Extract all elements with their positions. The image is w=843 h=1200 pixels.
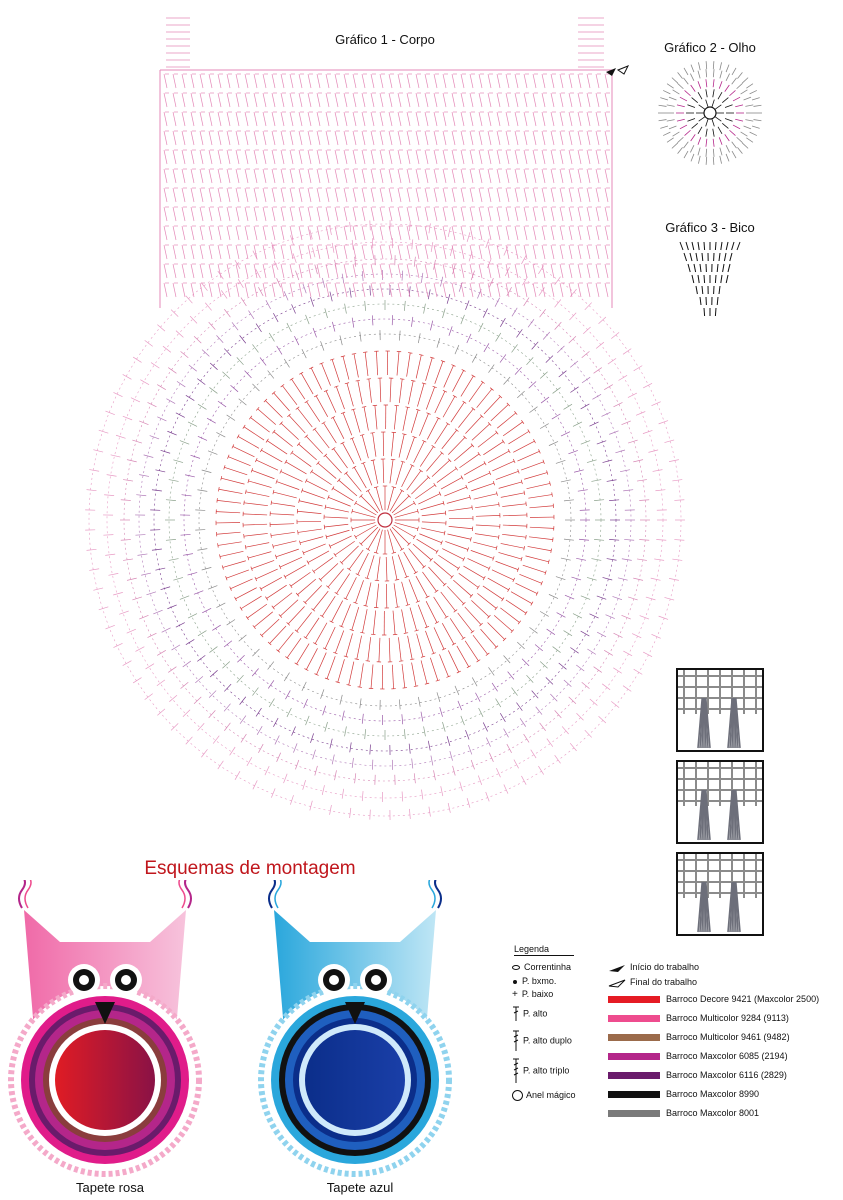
legend-stitch-single: + P. baixo (512, 989, 554, 1000)
yarn-color-swatch (608, 1053, 660, 1060)
double-crochet-icon (512, 1006, 520, 1022)
eye-chart-title: Gráfico 2 - Olho (664, 40, 756, 55)
blue-rug-caption: Tapete azul (326, 1180, 394, 1195)
single-crochet-icon: + (512, 989, 518, 1000)
magic-ring-icon (512, 1090, 523, 1101)
beak-chart-diagram (672, 236, 748, 322)
legend-yarn-6: Barroco Maxcolor 8990 (608, 1089, 759, 1099)
yarn-color-swatch (608, 1034, 660, 1041)
legend-yarn-4: Barroco Maxcolor 6085 (2194) (608, 1051, 788, 1061)
double-treble-icon (512, 1058, 520, 1084)
legend-yarn-3: Barroco Multicolor 9461 (9482) (608, 1032, 790, 1042)
eye-chart-diagram (652, 58, 768, 168)
yarn-color-swatch (608, 1015, 660, 1022)
yarn-color-swatch (608, 1110, 660, 1117)
start-marker-icon (606, 68, 616, 76)
legend-stitch-double-treble: P. alto triplo (512, 1058, 569, 1084)
body-chart-rings (85, 18, 685, 820)
start-arrow-icon (608, 963, 626, 973)
treble-crochet-icon (512, 1030, 520, 1052)
yarn-color-swatch (608, 1072, 660, 1079)
pink-owl-rug-illustration (0, 880, 480, 1180)
fringe-step-photo-2 (676, 760, 764, 844)
legend-yarn-7: Barroco Maxcolor 8001 (608, 1108, 759, 1118)
fringe-step-photo-1 (676, 668, 764, 752)
fringe-step-photo-3 (676, 852, 764, 936)
legend-yarn-2: Barroco Multicolor 9284 (9113) (608, 1013, 789, 1023)
assembly-title: Esquemas de montagem (144, 858, 356, 879)
legend-start-marker: Início do trabalho (608, 962, 699, 973)
end-marker-icon (618, 66, 628, 74)
legend-title: Legenda (514, 944, 574, 956)
pink-rug-caption: Tapete rosa (76, 1180, 144, 1195)
pink-owl (11, 880, 199, 1174)
legend-stitch-treble: P. alto duplo (512, 1030, 572, 1052)
yarn-color-swatch (608, 996, 660, 1003)
blue-owl (261, 880, 449, 1174)
yarn-color-swatch (608, 1091, 660, 1098)
legend-stitch-slip: P. bxmo. (512, 976, 556, 986)
beak-chart-title: Gráfico 3 - Bico (665, 220, 755, 235)
end-arrow-icon (608, 978, 626, 988)
legend-stitch-chain: Correntinha (512, 962, 571, 972)
chain-stitch-icon (512, 965, 520, 970)
legend-end-marker: Final do trabalho (608, 977, 697, 988)
legend-yarn-5: Barroco Maxcolor 6116 (2829) (608, 1070, 787, 1080)
legend-stitch-double: P. alto (512, 1006, 547, 1022)
legend-yarn-1: Barroco Decore 9421 (Maxcolor 2500) (608, 994, 819, 1004)
legend-magic-ring: Anel mágico (512, 1090, 576, 1101)
slip-stitch-icon (513, 980, 517, 984)
body-chart-title: Gráfico 1 - Corpo (335, 32, 435, 47)
